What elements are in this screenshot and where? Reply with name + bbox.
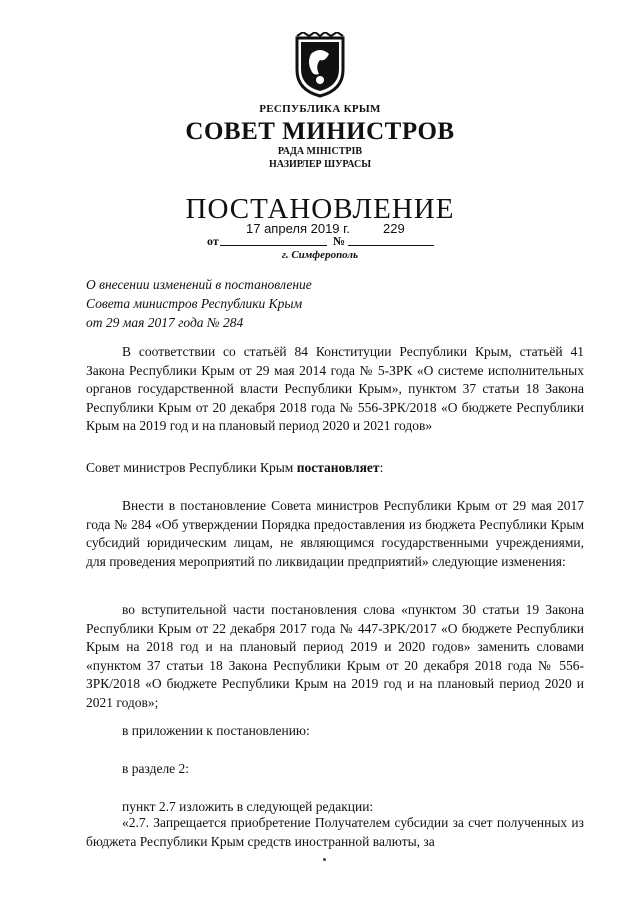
quote-text: «2.7. Запрещается приобретение Получателем субсидии за счет полученных из бюджета Республики Крым средств иностранной валюты, за	[86, 815, 584, 849]
number-underline	[348, 245, 434, 246]
scan-speck	[323, 858, 326, 861]
crimea-coat-of-arms-icon	[293, 32, 347, 98]
subject-line: О внесении изменений в постановление	[86, 277, 312, 292]
date-underline	[220, 245, 327, 246]
decree-title: ПОСТАНОВЛЕНИЕ	[185, 193, 455, 225]
republic-label: РЕСПУБЛИКА КРЫМ	[259, 103, 381, 115]
resolves-keyword: постановляет	[296, 460, 380, 475]
quote-paragraph	[86, 814, 584, 851]
city-label: г. Симферополь	[281, 249, 359, 261]
decree-subject	[86, 275, 446, 332]
preamble-text: В соответствии со статьёй 84 Конституции Республики Крым, статьёй 41 Закона Республики Крым от 29 мая 2014 года № 5-ЗРК «О системе исполнительных органов государственной власти Республики Крым», пунктом 37 статьи 18 Закона Республики Крым от 20 декабря 2018 года № 556-ЗРК/2018 «О бюджете Республики Крым на 2019 год и на плановый период 2020 и 2021 годов»	[86, 344, 584, 434]
date-prefix-label: от	[207, 234, 219, 248]
resolves-text: Совет министров Республики Крым	[86, 460, 297, 475]
council-title: СОВЕТ МИНИСТРОВ	[185, 118, 455, 145]
council-title-crimean-tatar: НАЗИРЛЕР ШУРАСЫ	[268, 159, 372, 170]
resolves-colon: :	[379, 460, 384, 475]
preamble-paragraph	[86, 343, 584, 436]
subject-line: Совета министров Республики Крым	[86, 296, 303, 311]
intro-change-text: во вступительной части постановления слова «пунктом 30 статьи 19 Закона Республики Крым от 22 декабря 2017 года № 447-ЗРК/2017 «О бюджете Республики Крым на 2018 год и на плановый период 2019 и 2020 годов» заменить словами «пунктом 37 статьи 18 Закона Республики Крым от 20 декабря 2018 года № 556-ЗРК/2018 «О бюджете Республики Крым на 2019 год и на плановый период 2020 и 2021 годов»;	[86, 602, 584, 710]
subject-line: от 29 мая 2017 года № 284	[86, 315, 244, 330]
amendment-text: Внести в постановление Совета министров Республики Крым от 29 мая 2017 года № 284 «Об утверждении Порядка предоставления из бюджета Республики Крым субсидий юридическим лицам, не являющимся государственными учреждениями, для проведения мероприятий по ликвидации предприятий» следующие изменения:	[86, 498, 584, 569]
section-paragraph: в разделе 2:	[122, 761, 190, 776]
council-title-ukrainian: РАДА МІНІСТРІВ	[277, 146, 363, 157]
item-paragraph: пункт 2.7 изложить в следующей редакции:	[122, 799, 374, 814]
number-sign-label: №	[333, 234, 346, 248]
amendment-paragraph	[86, 497, 584, 571]
decree-date: 17 апреля 2019 г.	[246, 221, 350, 236]
appendix-paragraph: в приложении к постановлению:	[122, 723, 310, 738]
decree-number: 229	[383, 221, 405, 236]
intro-change-paragraph	[86, 601, 584, 713]
resolves-paragraph	[86, 459, 383, 477]
